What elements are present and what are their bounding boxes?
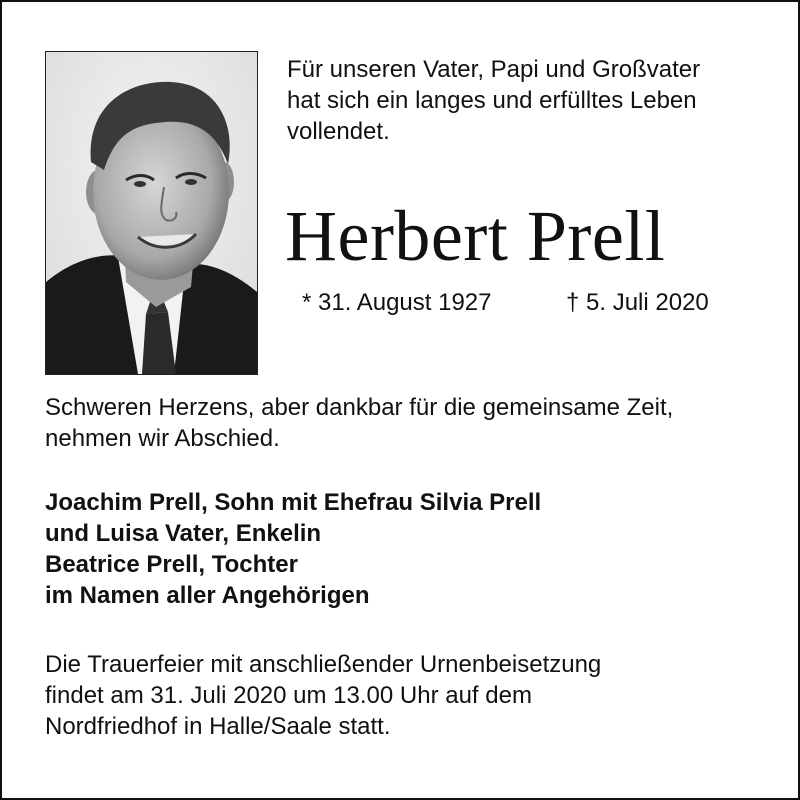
farewell-line: nehmen wir Abschied. <box>45 425 280 452</box>
farewell-text <box>45 392 765 454</box>
service-line: findet am 31. Juli 2020 um 13.00 Uhr auf dem <box>45 682 532 709</box>
funeral-service-info <box>45 649 765 742</box>
portrait-photo <box>45 51 258 375</box>
death-date: † 5. Juli 2020 <box>566 289 709 316</box>
mourner-line: und Luisa Vater, Enkelin <box>45 520 322 547</box>
intro-line: hat sich ein langes und erfülltes Leben <box>287 87 697 114</box>
birth-date: * 31. August 1927 <box>302 289 492 316</box>
mourner-line: Beatrice Prell, Tochter <box>45 551 298 578</box>
service-line: Die Trauerfeier mit anschließender Urnenbeisetzung <box>45 651 602 678</box>
intro-line: Für unseren Vater, Papi und Großvater <box>287 56 701 83</box>
mourner-line: Joachim Prell, Sohn mit Ehefrau Silvia Prell <box>45 489 542 516</box>
mourners-list <box>45 487 765 611</box>
intro-text <box>287 54 767 147</box>
deceased-name: Herbert Prell <box>285 196 666 276</box>
farewell-line: Schweren Herzens, aber dankbar für die gemeinsame Zeit, <box>45 394 674 421</box>
mourner-line: im Namen aller Angehörigen <box>45 582 370 609</box>
service-line: Nordfriedhof in Halle/Saale statt. <box>45 713 391 740</box>
intro-line: vollendet. <box>287 118 390 145</box>
